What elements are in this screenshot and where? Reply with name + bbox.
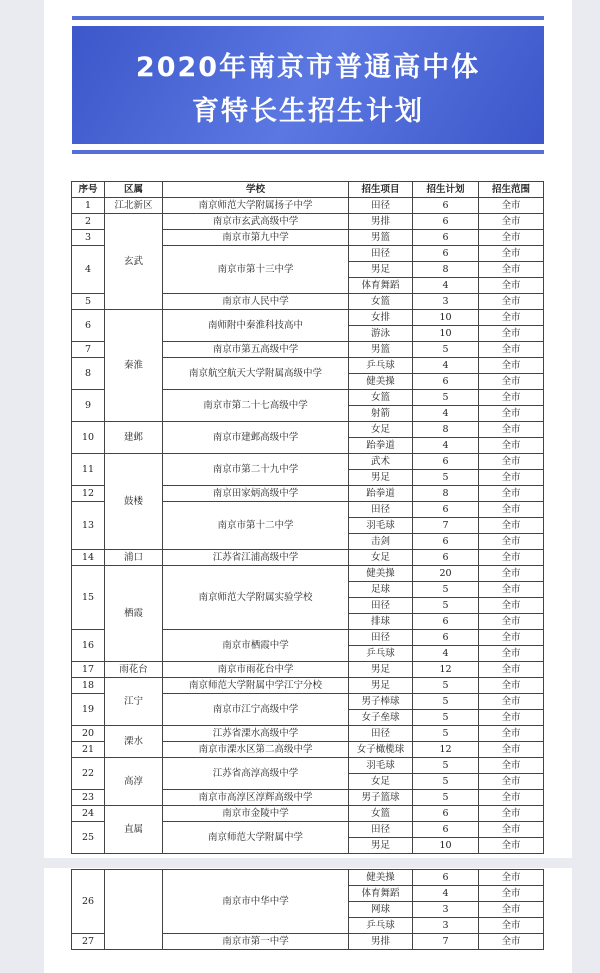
row-number: 15 [72, 566, 105, 630]
plan-cell: 6 [413, 374, 479, 390]
school-cell: 南京市第五高级中学 [163, 342, 349, 358]
project-cell: 男足 [349, 662, 413, 678]
row-number: 14 [72, 550, 105, 566]
plan-cell: 3 [413, 294, 479, 310]
school-cell: 南京师范大学附属中学 [163, 822, 349, 854]
project-cell: 击剑 [349, 534, 413, 550]
project-cell: 跆拳道 [349, 486, 413, 502]
row-number: 7 [72, 342, 105, 358]
scope-cell: 全市 [479, 726, 544, 742]
district-cell: 江宁 [105, 678, 163, 726]
school-cell: 南京师范大学附属扬子中学 [163, 198, 349, 214]
table-row [72, 198, 544, 214]
plan-cell: 5 [413, 694, 479, 710]
plan-cell: 6 [413, 630, 479, 646]
plan-cell: 5 [413, 758, 479, 774]
district-cell: 鼓楼 [105, 454, 163, 550]
scope-cell: 全市 [479, 422, 544, 438]
scope-cell: 全市 [479, 934, 544, 950]
project-cell: 女篮 [349, 294, 413, 310]
table-row [72, 662, 544, 678]
scope-cell: 全市 [479, 534, 544, 550]
project-cell: 男足 [349, 838, 413, 854]
district-cell: 江北新区 [105, 198, 163, 214]
school-cell: 南京市第二十九中学 [163, 454, 349, 486]
project-cell: 女篮 [349, 806, 413, 822]
table-row [72, 678, 544, 694]
school-cell: 南京市江宁高级中学 [163, 694, 349, 726]
table-row [72, 726, 544, 742]
project-cell: 游泳 [349, 326, 413, 342]
project-cell: 男足 [349, 470, 413, 486]
school-cell: 南京市第一中学 [163, 934, 349, 950]
plan-cell: 5 [413, 342, 479, 358]
row-number: 13 [72, 502, 105, 550]
school-cell: 南京市第十三中学 [163, 246, 349, 294]
project-cell: 跆拳道 [349, 438, 413, 454]
project-cell: 田径 [349, 502, 413, 518]
scope-cell: 全市 [479, 438, 544, 454]
scope-cell: 全市 [479, 278, 544, 294]
table-row [72, 806, 544, 822]
district-cell: 栖霞 [105, 566, 163, 662]
row-number: 19 [72, 694, 105, 726]
project-cell: 田径 [349, 822, 413, 838]
scope-cell: 全市 [479, 502, 544, 518]
plan-cell: 5 [413, 390, 479, 406]
scope-cell: 全市 [479, 662, 544, 678]
plan-cell: 6 [413, 822, 479, 838]
plan-cell: 8 [413, 422, 479, 438]
school-cell: 南京市第九中学 [163, 230, 349, 246]
plan-cell: 4 [413, 438, 479, 454]
project-cell: 射箭 [349, 406, 413, 422]
project-cell: 女排 [349, 310, 413, 326]
row-number: 25 [72, 822, 105, 854]
plan-cell: 5 [413, 710, 479, 726]
scope-cell: 全市 [479, 486, 544, 502]
row-number: 5 [72, 294, 105, 310]
school-cell: 南京师范大学附属实验学校 [163, 566, 349, 630]
plan-cell: 6 [413, 454, 479, 470]
project-cell: 女足 [349, 550, 413, 566]
project-cell: 健美操 [349, 566, 413, 582]
header-district: 区属 [105, 182, 163, 198]
district-cell: 雨花台 [105, 662, 163, 678]
table-row [72, 870, 544, 886]
district-cell: 玄武 [105, 214, 163, 310]
scope-cell: 全市 [479, 566, 544, 582]
row-number: 3 [72, 230, 105, 246]
row-number: 21 [72, 742, 105, 758]
school-cell: 南京市溧水区第二高级中学 [163, 742, 349, 758]
project-cell: 乒乓球 [349, 646, 413, 662]
project-cell: 羽毛球 [349, 758, 413, 774]
row-number: 17 [72, 662, 105, 678]
district-cell: 浦口 [105, 550, 163, 566]
project-cell: 男足 [349, 262, 413, 278]
plan-cell: 10 [413, 838, 479, 854]
project-cell: 男篮 [349, 230, 413, 246]
project-cell: 田径 [349, 198, 413, 214]
header-school: 学校 [163, 182, 349, 198]
project-cell: 田径 [349, 630, 413, 646]
row-number: 11 [72, 454, 105, 486]
scope-cell: 全市 [479, 918, 544, 934]
plan-cell: 8 [413, 262, 479, 278]
scope-cell: 全市 [479, 358, 544, 374]
row-number: 27 [72, 934, 105, 950]
scope-cell: 全市 [479, 774, 544, 790]
project-cell: 女篮 [349, 390, 413, 406]
table-header-row [72, 182, 544, 198]
scope-cell: 全市 [479, 646, 544, 662]
scope-cell: 全市 [479, 582, 544, 598]
document-page [44, 0, 572, 973]
row-number: 16 [72, 630, 105, 662]
scope-cell: 全市 [479, 790, 544, 806]
project-cell: 羽毛球 [349, 518, 413, 534]
scope-cell: 全市 [479, 886, 544, 902]
scope-cell: 全市 [479, 838, 544, 854]
district-cell [105, 870, 163, 950]
plan-cell: 12 [413, 662, 479, 678]
scope-cell: 全市 [479, 758, 544, 774]
row-number: 12 [72, 486, 105, 502]
project-cell: 女足 [349, 422, 413, 438]
scope-cell: 全市 [479, 326, 544, 342]
school-cell: 南京市建邺高级中学 [163, 422, 349, 454]
project-cell: 健美操 [349, 870, 413, 886]
school-cell: 南京市高淳区淳辉高级中学 [163, 790, 349, 806]
plan-cell: 6 [413, 870, 479, 886]
project-cell: 田径 [349, 726, 413, 742]
project-cell: 体育舞蹈 [349, 278, 413, 294]
scope-cell: 全市 [479, 294, 544, 310]
school-cell: 南师附中秦淮科技高中 [163, 310, 349, 342]
row-number: 22 [72, 758, 105, 790]
district-cell: 秦淮 [105, 310, 163, 422]
plan-cell: 10 [413, 310, 479, 326]
school-cell: 江苏省溧水高级中学 [163, 726, 349, 742]
school-cell: 南京市第二十七高级中学 [163, 390, 349, 422]
plan-cell: 4 [413, 406, 479, 422]
header-num: 序号 [72, 182, 105, 198]
district-cell: 溧水 [105, 726, 163, 758]
school-cell: 南京航空航天大学附属高级中学 [163, 358, 349, 390]
plan-cell: 10 [413, 326, 479, 342]
school-cell: 江苏省江浦高级中学 [163, 550, 349, 566]
row-number: 6 [72, 310, 105, 342]
project-cell: 女子橄榄球 [349, 742, 413, 758]
scope-cell: 全市 [479, 390, 544, 406]
project-cell: 乒乓球 [349, 358, 413, 374]
scope-cell: 全市 [479, 710, 544, 726]
project-cell: 田径 [349, 598, 413, 614]
row-number: 24 [72, 806, 105, 822]
district-cell: 高淳 [105, 758, 163, 806]
row-number: 20 [72, 726, 105, 742]
table-row [72, 454, 544, 470]
header-plan: 招生计划 [413, 182, 479, 198]
plan-cell: 5 [413, 774, 479, 790]
table-row [72, 758, 544, 774]
project-cell: 排球 [349, 614, 413, 630]
project-cell: 武术 [349, 454, 413, 470]
row-number: 9 [72, 390, 105, 422]
header-scope: 招生范围 [479, 182, 544, 198]
plan-cell: 7 [413, 934, 479, 950]
school-cell: 南京市雨花台中学 [163, 662, 349, 678]
school-cell: 南京市人民中学 [163, 294, 349, 310]
title-line-1: 2020年南京市普通高中体 [135, 52, 481, 83]
plan-cell: 6 [413, 214, 479, 230]
project-cell: 男篮 [349, 342, 413, 358]
school-cell: 江苏省高淳高级中学 [163, 758, 349, 790]
school-cell: 南京市中华中学 [163, 870, 349, 934]
scope-cell: 全市 [479, 518, 544, 534]
plan-cell: 12 [413, 742, 479, 758]
plan-cell: 6 [413, 198, 479, 214]
row-number: 2 [72, 214, 105, 230]
plan-cell: 6 [413, 246, 479, 262]
table-row [72, 566, 544, 582]
plan-cell: 5 [413, 470, 479, 486]
plan-cell: 4 [413, 886, 479, 902]
table-row [72, 214, 544, 230]
plan-cell: 6 [413, 502, 479, 518]
title-banner [72, 26, 544, 144]
plan-cell: 6 [413, 230, 479, 246]
row-number: 10 [72, 422, 105, 454]
plan-cell: 4 [413, 358, 479, 374]
table-row [72, 550, 544, 566]
title-line-2: 育特长生招生计划 [192, 96, 424, 127]
plan-cell: 3 [413, 902, 479, 918]
plan-cell: 5 [413, 582, 479, 598]
plan-cell: 3 [413, 918, 479, 934]
scope-cell: 全市 [479, 470, 544, 486]
header-project: 招生项目 [349, 182, 413, 198]
project-cell: 男子棒球 [349, 694, 413, 710]
scope-cell: 全市 [479, 630, 544, 646]
plan-cell: 5 [413, 598, 479, 614]
row-number: 23 [72, 790, 105, 806]
scope-cell: 全市 [479, 678, 544, 694]
scope-cell: 全市 [479, 614, 544, 630]
plan-cell: 4 [413, 278, 479, 294]
plan-cell: 6 [413, 550, 479, 566]
plan-cell: 6 [413, 534, 479, 550]
school-cell: 南京师范大学附属中学江宁分校 [163, 678, 349, 694]
school-cell: 南京田家炳高级中学 [163, 486, 349, 502]
plan-cell: 7 [413, 518, 479, 534]
school-cell: 南京市第十二中学 [163, 502, 349, 550]
scope-cell: 全市 [479, 902, 544, 918]
row-number: 18 [72, 678, 105, 694]
district-cell: 建邺 [105, 422, 163, 454]
row-number: 4 [72, 246, 105, 294]
project-cell: 网球 [349, 902, 413, 918]
top-rule [72, 16, 544, 20]
scope-cell: 全市 [479, 406, 544, 422]
row-number: 1 [72, 198, 105, 214]
plan-cell: 5 [413, 678, 479, 694]
scope-cell: 全市 [479, 454, 544, 470]
project-cell: 女足 [349, 774, 413, 790]
project-cell: 女子垒球 [349, 710, 413, 726]
project-cell: 男排 [349, 214, 413, 230]
scope-cell: 全市 [479, 806, 544, 822]
scope-cell: 全市 [479, 374, 544, 390]
scope-cell: 全市 [479, 230, 544, 246]
scope-cell: 全市 [479, 598, 544, 614]
project-cell: 健美操 [349, 374, 413, 390]
plan-cell: 8 [413, 486, 479, 502]
scope-cell: 全市 [479, 870, 544, 886]
scope-cell: 全市 [479, 262, 544, 278]
scope-cell: 全市 [479, 694, 544, 710]
plan-cell: 5 [413, 726, 479, 742]
project-cell: 男足 [349, 678, 413, 694]
plan-cell: 5 [413, 790, 479, 806]
plan-cell: 20 [413, 566, 479, 582]
project-cell: 男排 [349, 934, 413, 950]
scope-cell: 全市 [479, 214, 544, 230]
scope-cell: 全市 [479, 742, 544, 758]
row-number: 8 [72, 358, 105, 390]
table-row [72, 422, 544, 438]
school-cell: 南京市栖霞中学 [163, 630, 349, 662]
school-cell: 南京市玄武高级中学 [163, 214, 349, 230]
scope-cell: 全市 [479, 246, 544, 262]
page-break [44, 858, 572, 868]
scope-cell: 全市 [479, 550, 544, 566]
plan-cell: 4 [413, 646, 479, 662]
project-cell: 足球 [349, 582, 413, 598]
scope-cell: 全市 [479, 310, 544, 326]
scope-cell: 全市 [479, 342, 544, 358]
scope-cell: 全市 [479, 822, 544, 838]
project-cell: 体育舞蹈 [349, 886, 413, 902]
bottom-rule [72, 150, 544, 154]
project-cell: 田径 [349, 246, 413, 262]
enrollment-table-continued [71, 869, 544, 950]
table-row [72, 310, 544, 326]
enrollment-table [71, 181, 544, 854]
plan-cell: 6 [413, 614, 479, 630]
row-number: 26 [72, 870, 105, 934]
scope-cell: 全市 [479, 198, 544, 214]
school-cell: 南京市金陵中学 [163, 806, 349, 822]
district-cell: 直属 [105, 806, 163, 854]
project-cell: 男子篮球 [349, 790, 413, 806]
plan-cell: 6 [413, 806, 479, 822]
project-cell: 乒乓球 [349, 918, 413, 934]
